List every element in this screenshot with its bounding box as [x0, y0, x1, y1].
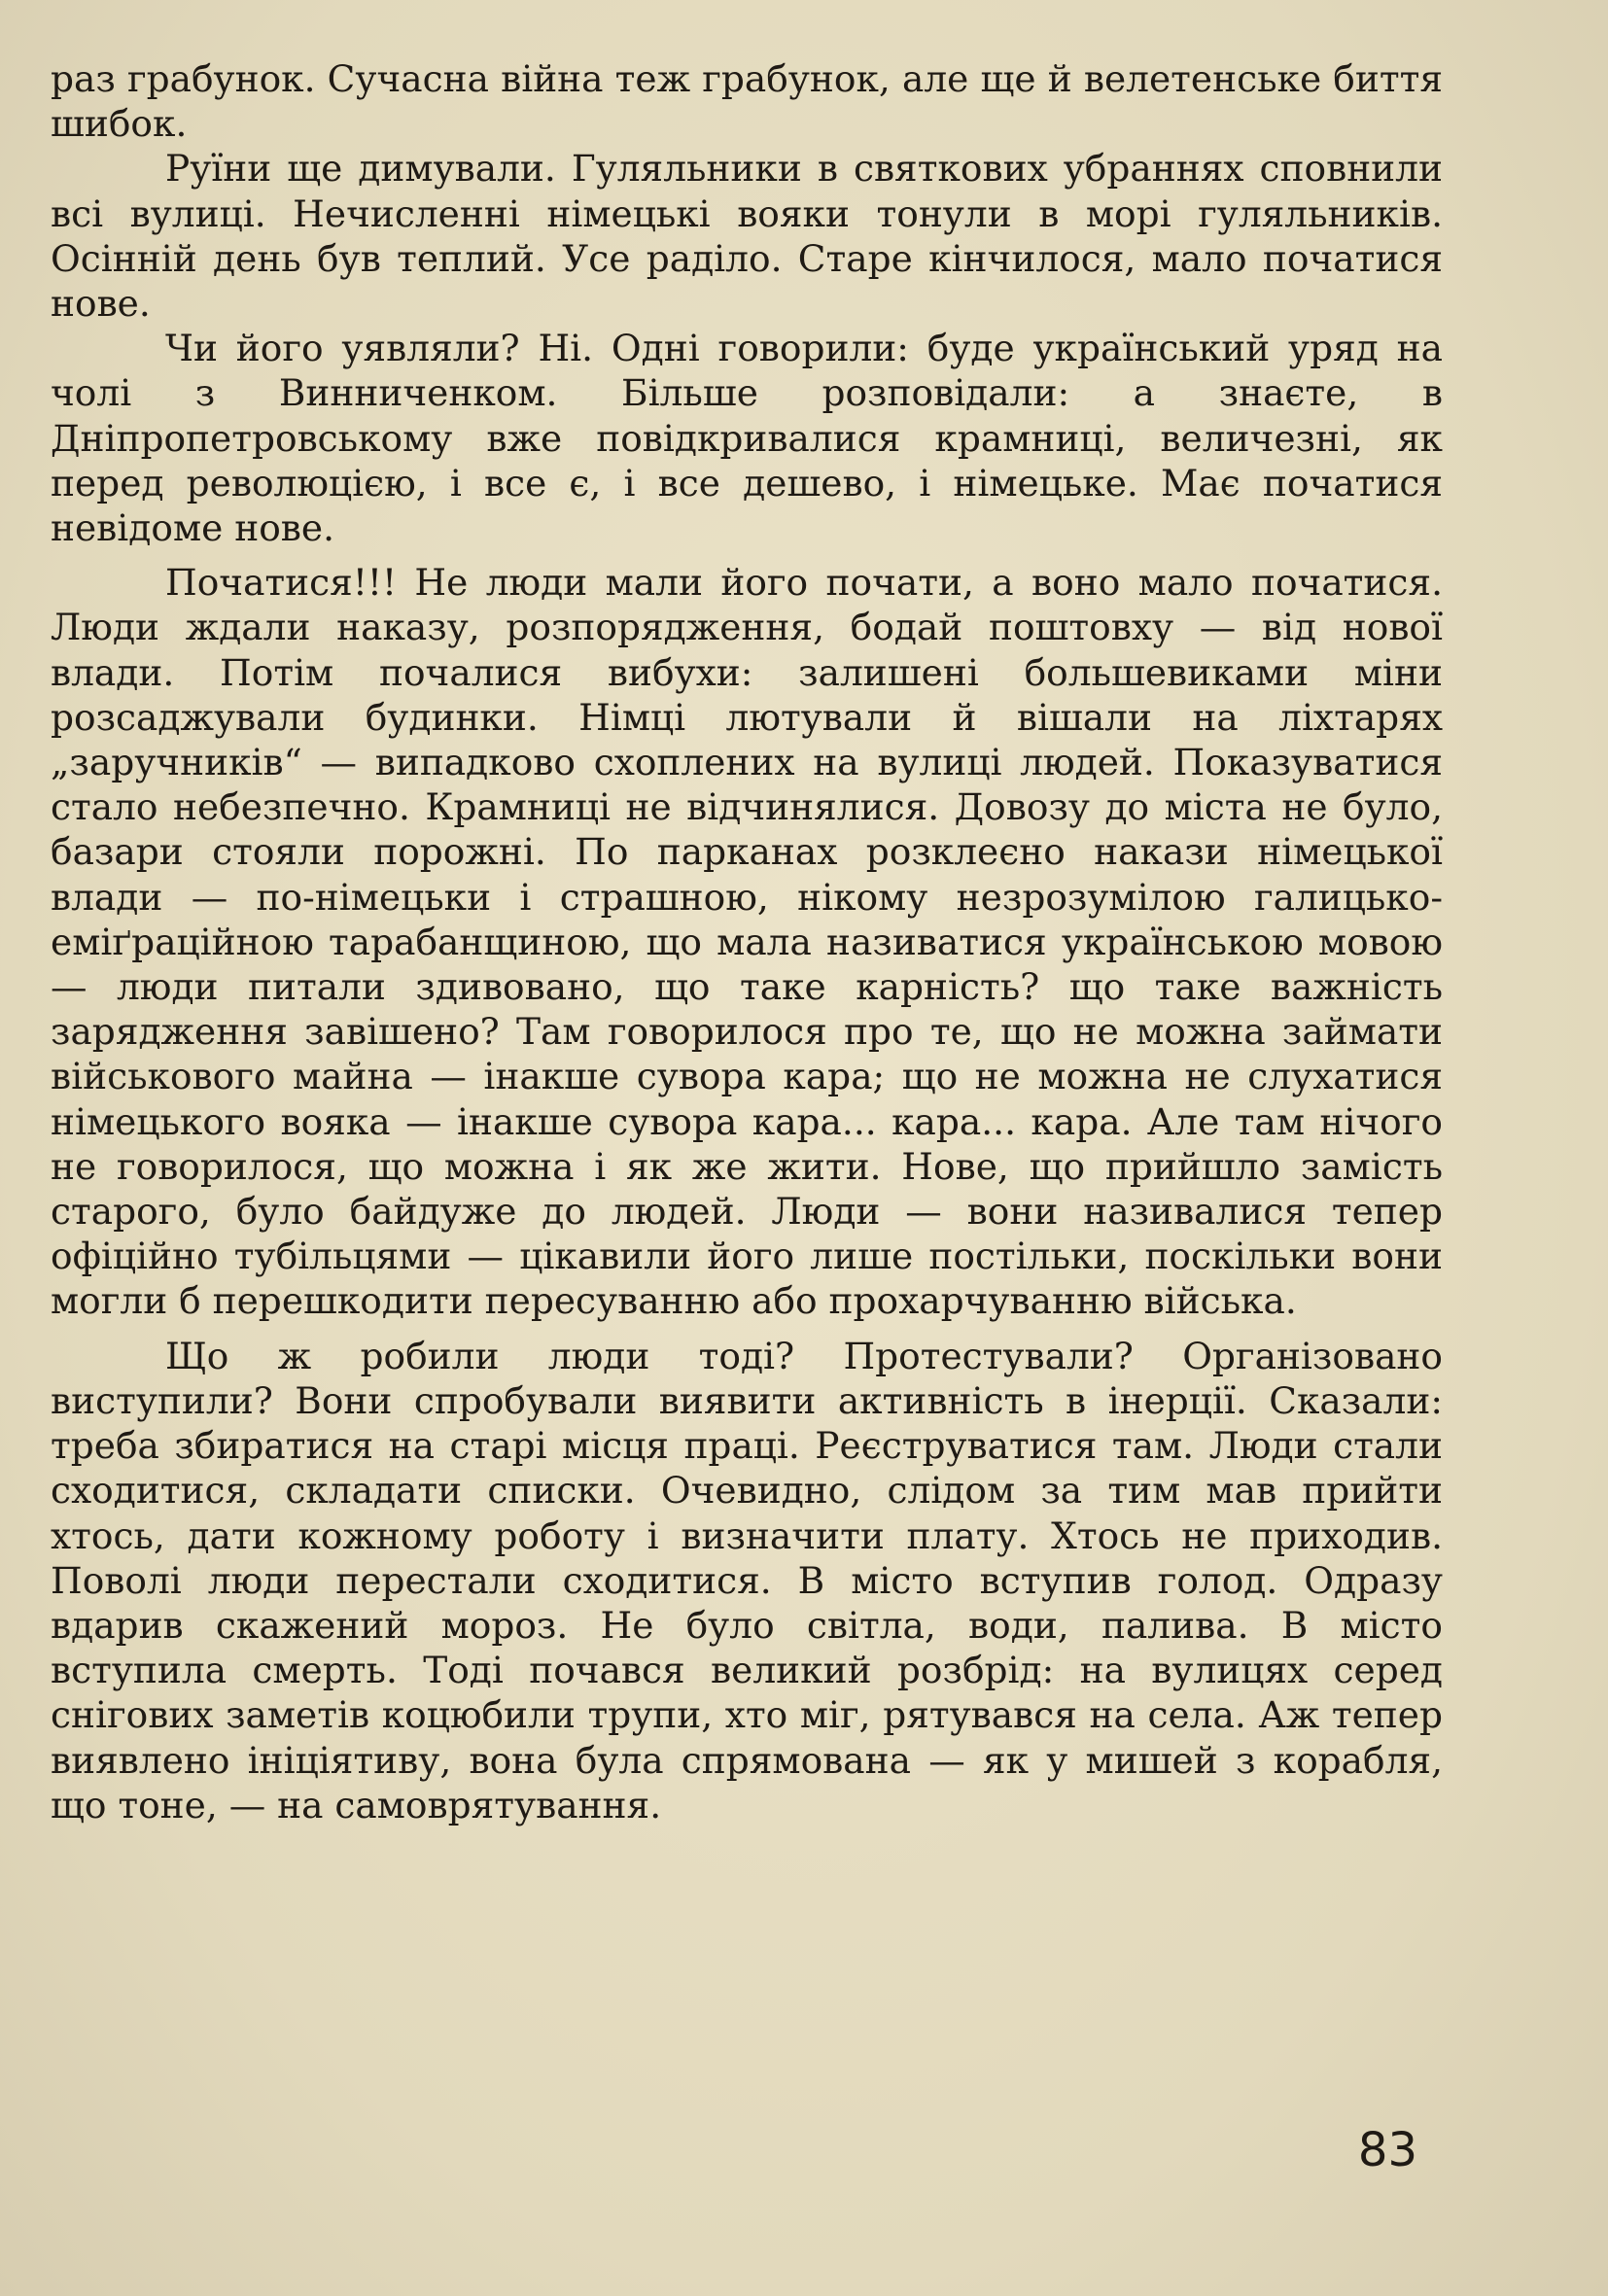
- paragraph-2: Руїни ще димували. Гуляльники в святкових убраннях сповнили всі вулиці. Нечисленні німецькі вояки тонули в морі гуляльників. Осінній день був теплий. Усе раділо. Старе кінчилося, мало початися нове.: [51, 147, 1443, 326]
- paragraph-3: Чи його уявляли? Ні. Одні говорили: буде український уряд на чолі з Винниченком. Більше розповідали: а знаєте, в Дніпропетровському вже повідкривалися крамниці, величезні, як перед революцією, і все є, і все дешево, і німецьке. Має початися невідоме нове.: [51, 327, 1443, 550]
- paragraph-1: раз грабунок. Сучасна війна теж грабунок, але ще й велетенське биття шибок.: [51, 57, 1443, 146]
- body-text: [51, 56, 1443, 1827]
- paragraph-5: Що ж робили люди тоді? Протестували? Організовано виступили? Вони спробували виявити активність в інерції. Сказали: треба збиратися на старі місця праці. Реєструватися там. Люди стали сходитися, складати списки. Очевидно, слідом за тим мав прийти хтось, дати кожному роботу і визначити плату. Хтось не приходив. Поволі люди перестали сходитися. В місто вступив голод. Одразу вдарив скажений мороз. Не було світла, води, палива. В місто вступила смерть. Тоді почався великий розбрід: на вулицях серед снігових заметів коцюбили трупи, хто міг, рятувався на села. Аж тепер виявлено ініціятиву, вона була спрямована — як у мишей з корабля, що тоне, — на самоврятування.: [51, 1334, 1443, 1826]
- page-number: 83: [1357, 2123, 1417, 2177]
- paragraph-4: Початися!!! Не люди мали його почати, а воно мало початися. Люди ждали наказу, розпорядження, бодай поштовху — від нової влади. Потім почалися вибухи: залишені большевиками міни розсаджували будинки. Німці лютували й вішали на ліхтарях „заручників“ — випадково схоплених на вулиці людей. Показуватися стало небезпечно. Крамниці не відчинялися. Довозу до міста не було, базари стояли порожні. По парканах розклеєно накази німецької влади — по-німецьки і страшною, нікому незрозумілою галицько-еміґраційною тарабанщиною, що мала називатися українською мовою — люди питали здивовано, що таке карність? що таке важність зарядження завішено? Там говорилося про те, що не можна займати військового майна — інакше сувора кара; що не можна не слухатися німецького вояка — інакше сувора кара... кара... кара. Але там нічого не говорилося, що можна і як же жити. Нове, що прийшло замість старого, було байдуже до людей. Люди — вони називалися тепер офіційно тубільцями — цікавили його лише постільки, поскільки вони могли б перешкодити пересуванню або прохарчуванню війська.: [51, 561, 1443, 1323]
